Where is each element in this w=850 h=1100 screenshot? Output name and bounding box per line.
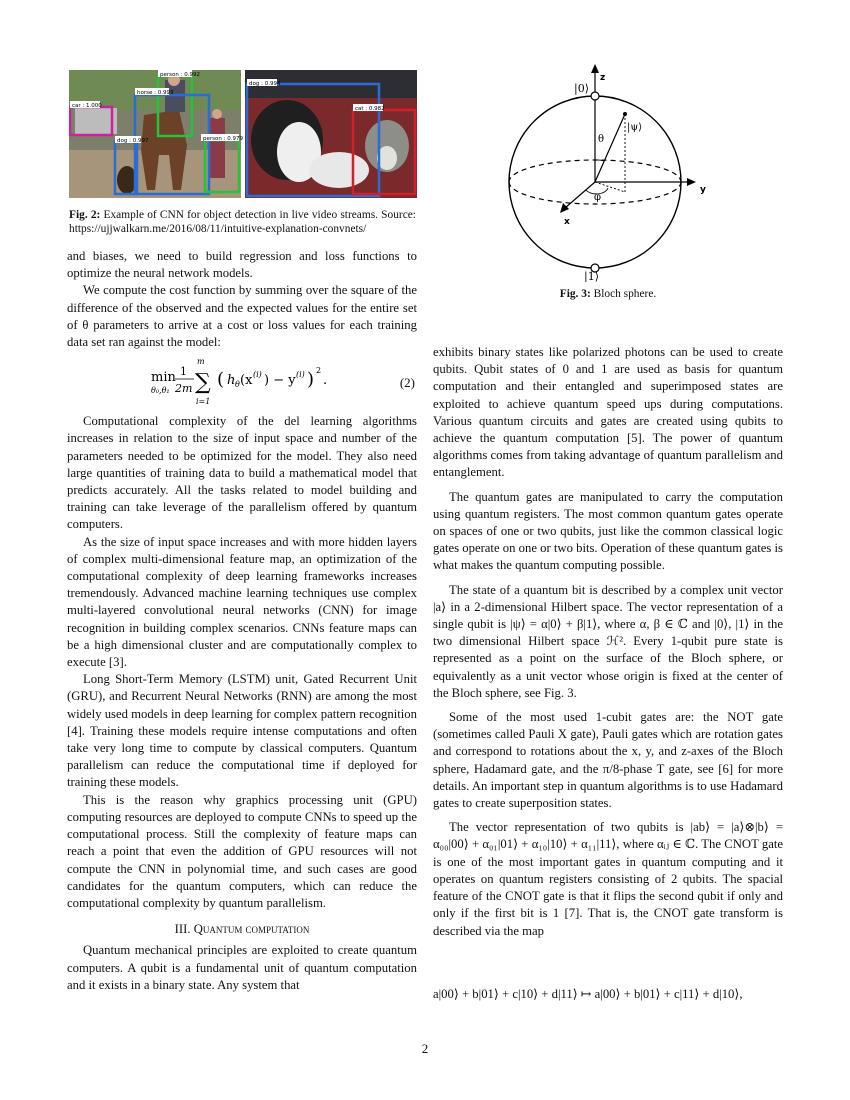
svg-text:(: ( — [217, 369, 225, 391]
section-number: III. — [174, 922, 191, 937]
svg-text:1: 1 — [180, 365, 187, 379]
y-label: y — [700, 185, 706, 195]
caption-label: Fig. 3: — [559, 288, 591, 300]
svg-text:(x: (x — [240, 373, 253, 389]
svg-text:): ) — [307, 369, 315, 391]
svg-text:min: min — [151, 370, 176, 386]
section-title: Quantum computation — [193, 922, 310, 937]
box-label: dog : 0.994 — [249, 81, 281, 87]
paragraph: The state of a quantum bit is described by a complex unit vector |a⟩ in a 2-dimensional Hilbert space. The vector representation of a single qubit is |ψ⟩ = α|0⟩ + β|1⟩, where α, β ∈ ℂ and |0⟩, |1⟩ in the two dimensional Hilbert space ℋ². Every 1-qubit pure state is represented as a point on the surface of the Bloch sphere, or equivalently as a unit vector whose origin is fixed at the center of the Bloch sphere, see Fig. 3. — [433, 582, 783, 700]
figure-2-caption — [69, 208, 416, 236]
paragraph: We compute the cost function by summing over the square of the difference of the observed and the expected values for the entire set of θ parameters to arrive at a cost or loss values for each training data set ran against the model: — [67, 283, 417, 350]
svg-text:(i): (i) — [253, 370, 262, 380]
right-column — [433, 344, 783, 940]
paragraph: This is the reason why graphics processing unit (GPU) computing resources are deployed to compute CNNs to speed up the computational process. Still the complexity of feature maps can reach a point that even the addition of GPU resources will not compute the CNN in polynomial time, and such cases are good candidates for the quantum computers, which can reduce the computational complexity by quantum parallelism. — [67, 792, 417, 910]
cnot-map-equation: a|00⟩ + b|01⟩ + c|10⟩ + d|11⟩ ↦ a|00⟩ + b|01⟩ + c|11⟩ + d|10⟩, — [433, 987, 743, 1001]
x-axis — [565, 182, 595, 208]
box-label: dog : 0.997 — [117, 138, 149, 144]
svg-text:θ₀,θ₁: θ₀,θ₁ — [151, 386, 170, 396]
paragraph: Some of the most used 1-cubit gates are: the NOT gate (sometimes called Pauli X gate), Pauli gates which are rotation gates and correspond to rotations about the x, y, and z-axes of the Bloch sphere, Hadamard gate, and the π/8-phase T gate, see [6] for more details. An important step in quantum algorithms is to use Hadamard gates to create superposition states. — [433, 710, 783, 811]
svg-text:∑: ∑ — [195, 370, 211, 396]
psi-vector — [595, 114, 625, 182]
paragraph: As the size of input space increases and with more hidden layers of complex multi-dimensional feature map, an optimization of the computational complexity of deep learning frameworks increases tremendously. Advanced machine learning techniques use complex multi-layered convolutional neural networks (CNN) for image recognition in building complex scenarios. CNNs feature maps can be a high dimensional cluster and are computationally complex to execute [3]. — [67, 534, 417, 670]
svg-text:.: . — [323, 373, 328, 389]
box-label: car : 1.000 — [72, 103, 102, 109]
caption-text: Bloch sphere. — [593, 288, 657, 300]
x-label: x — [564, 217, 570, 227]
cost-function-equation — [67, 351, 417, 413]
box-label: horse : 0.993 — [137, 90, 174, 96]
paragraph: The vector representation of two qubits is |ab⟩ = |a⟩⊗|b⟩ = α₀₀|00⟩ + α₀₁|01⟩ + α₁₀|10⟩ + α₁₁|11⟩, where αᵢⱼ ∈ ℂ. The CNOT gate is one of the most important gates in quantum computing and it operates on quantum registers consisting of 2 qubits. The spacial feature of the CNOT gate is that it flips the second qubit if only and only if the first bit is 1 [7]. That is, the CNOT gate transform is described via the map — [433, 820, 783, 938]
box-label: person : 0.979 — [203, 136, 243, 142]
paragraph: Computational complexity of the del learning algorithms increases in relation to the size of input space and number of the parameters needed to be optimized for the model. They also need large quantities of training data to build a mathematical model that predicts accurately. All the tasks related to model building and training can take leverage of the parallelism offered by quantum computers. — [67, 414, 417, 532]
bloch-sphere-figure — [490, 62, 730, 282]
svg-text:2: 2 — [316, 366, 322, 376]
svg-text:i=1: i=1 — [196, 397, 211, 407]
theta-label: θ — [598, 134, 605, 145]
equation-number: (2) — [399, 375, 415, 391]
box-label: cat : 0.982 — [355, 106, 385, 112]
left-column — [67, 248, 417, 994]
phi-label: φ — [594, 192, 602, 203]
paragraph: Quantum mechanical principles are exploited to create quantum computers. A qubit is a fundamental unit of quantum computation and it exists in a binary state. Any system that — [67, 943, 417, 992]
psi-label: |ψ⟩ — [627, 122, 643, 133]
north-pole — [591, 92, 599, 100]
paragraph: and biases, we need to build regression and loss functions to optimize the neural network models. — [67, 249, 417, 281]
svg-text:2m: 2m — [175, 382, 193, 396]
x-arrow — [560, 203, 569, 213]
y-arrow — [687, 178, 696, 186]
section-heading — [67, 921, 417, 938]
paragraph: exhibits binary states like polarized photons can be used to create qubits. Qubit states of 0 and 1 are used as basis for quantum computation and their entangled and superimposed states are exploited to achieve quantum speed ups during computations. Various quantum circuits and gates are created using qubits to achieve the quantum computation [5]. The power of quantum algorithms comes from taking advantage of quantum parallelism and entanglement. — [433, 345, 783, 480]
ket0-label: |0⟩ — [574, 82, 589, 95]
ket1-label: |1⟩ — [584, 270, 599, 282]
box-label: person : 0.992 — [160, 72, 200, 78]
equation-2 — [67, 351, 417, 413]
caption-text: Example of CNN for object detection in live video streams. Source: https://ujjwalkarn.me/2016/08/11/intuitive-explanation-convnets/ — [69, 209, 416, 235]
paragraph: The quantum gates are manipulated to carry the computation using quantum registers. The most common quantum gates operate on spaces of one or two qubits, just like the common classical logic gates operate on one or two bits. Operation of these quantum gates is what makes the quantum computing possible. — [433, 489, 783, 573]
figure-2-images — [69, 70, 417, 198]
caption-label: Fig. 2: — [69, 209, 101, 221]
svg-text:(i): (i) — [296, 370, 305, 380]
page-number: 2 — [421, 1041, 429, 1056]
svg-text:) − y: ) − y — [264, 373, 296, 389]
paragraph: Long Short-Term Memory (LSTM) unit, Gated Recurrent Unit (GRU), and Recurrent Neural Networks (RNN) are among the most widely used models in deep learning for complex pattern recognition [4]. Training these models require intense computations and often take very long time to compute by classical computers. Quantum parallelism can reduce the computational time if deployed for training these models. — [67, 672, 417, 790]
figure-3-caption — [433, 287, 783, 301]
z-arrow — [591, 64, 599, 73]
z-label: z — [600, 73, 606, 83]
svg-text:h: h — [227, 373, 236, 389]
svg-text:θ: θ — [235, 380, 240, 390]
svg-text:m: m — [197, 357, 205, 367]
photo-dog-cat-scene — [245, 70, 417, 198]
